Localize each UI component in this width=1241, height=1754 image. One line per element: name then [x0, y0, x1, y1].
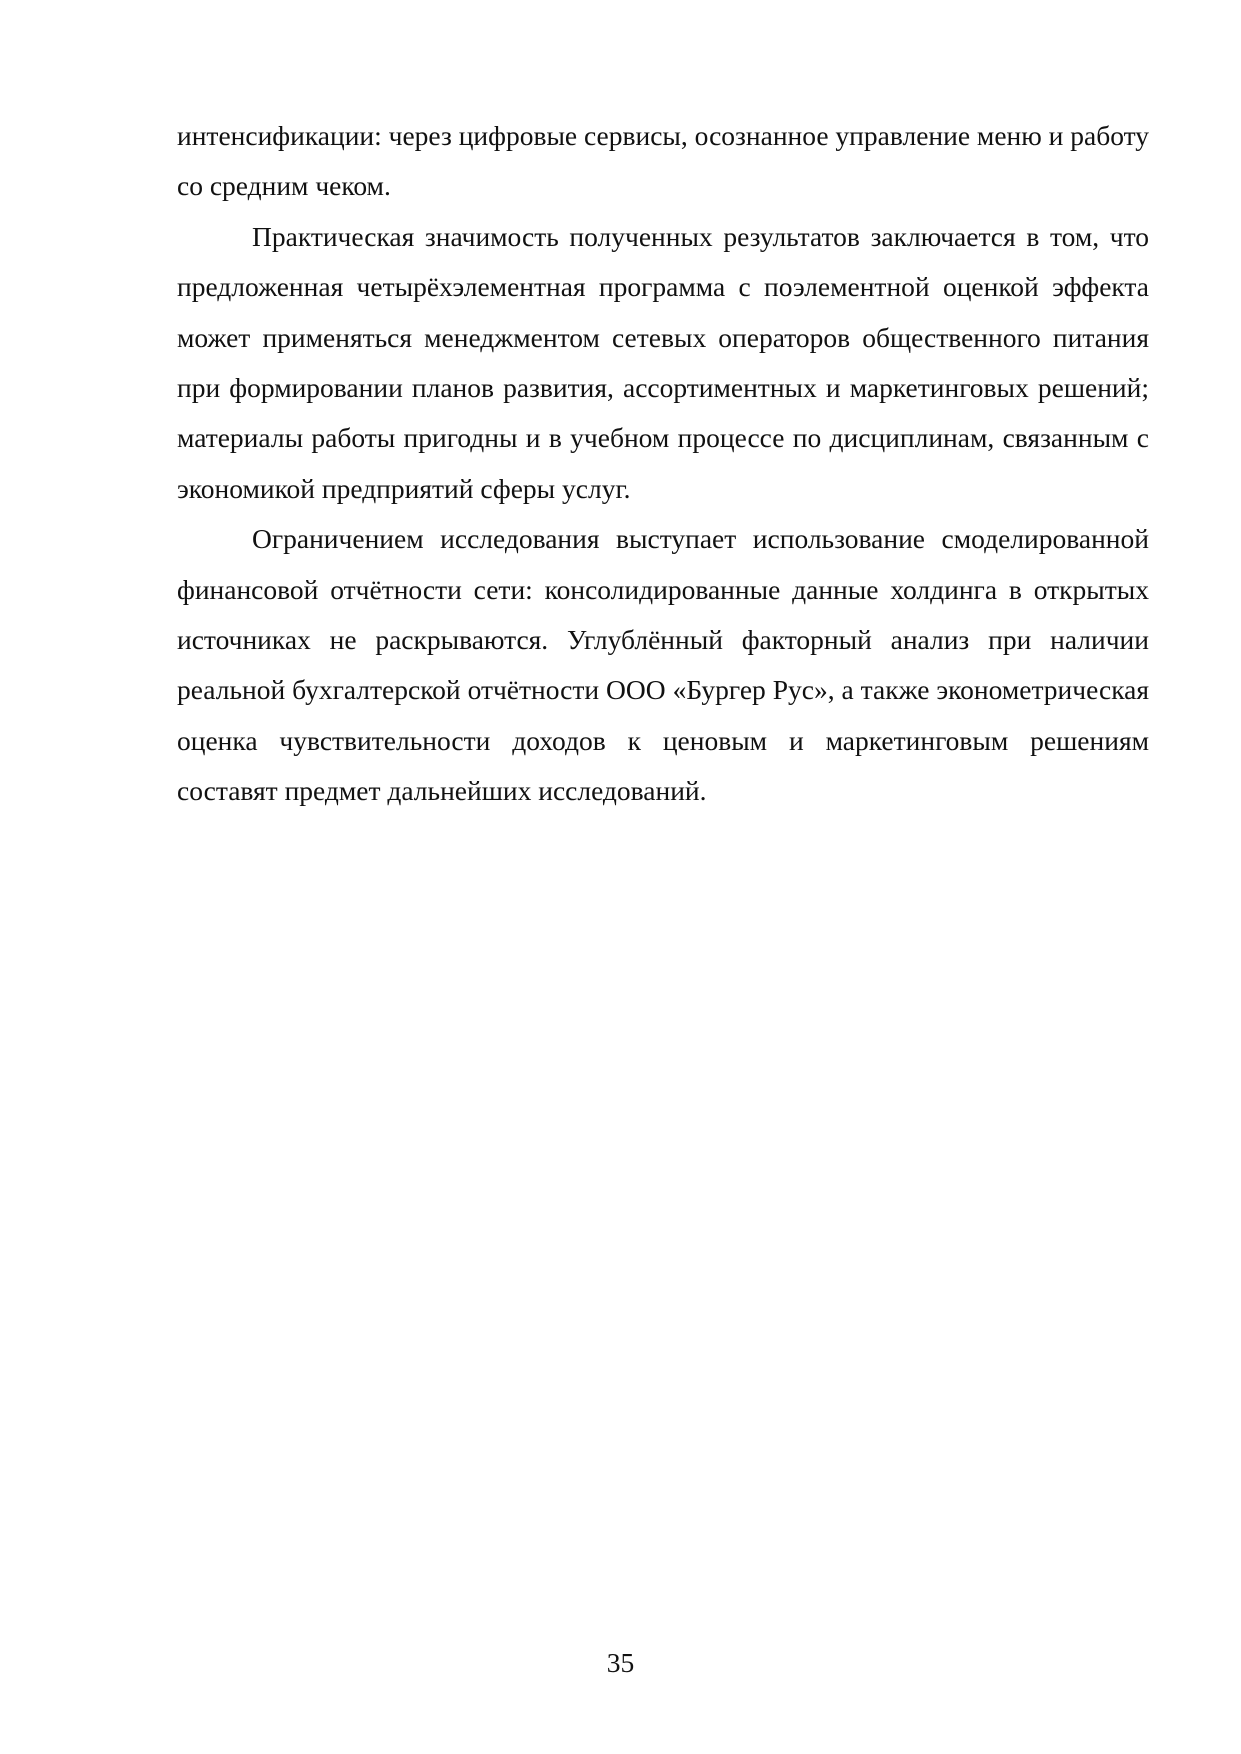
page-number: 35 — [606, 1647, 635, 1678]
document-body — [177, 111, 1149, 817]
paragraph-practical-significance: Практическая значимость полученных результатов заключается в том, что предложенная четырёхэлементная программа с поэлементной оценкой эффекта может применяться менеджментом сетевых операторов общественного питания при формировании планов развития, ассортиментных и маркетинговых решений; материалы работы пригодны и в учебном процессе по дисциплинам, связанным с экономикой предприятий сферы услуг. — [177, 220, 1149, 504]
paragraph-continuation: интенсификации: через цифровые сервисы, осознанное управление меню и работу со средним чеком. — [177, 120, 1149, 202]
paragraph-research-limitations: Ограничением исследования выступает использование смоделированной финансовой отчётности сети: консолидированные данные холдинга в открытых источниках не раскрываются. Углублённый факторный анализ при наличии реальной бухгалтерской отчётности ООО «Бургер Рус», а также эконометрическая оценка чувствительности доходов к ценовым и маркетинговым решениям составят предмет дальнейших исследований. — [177, 523, 1149, 807]
